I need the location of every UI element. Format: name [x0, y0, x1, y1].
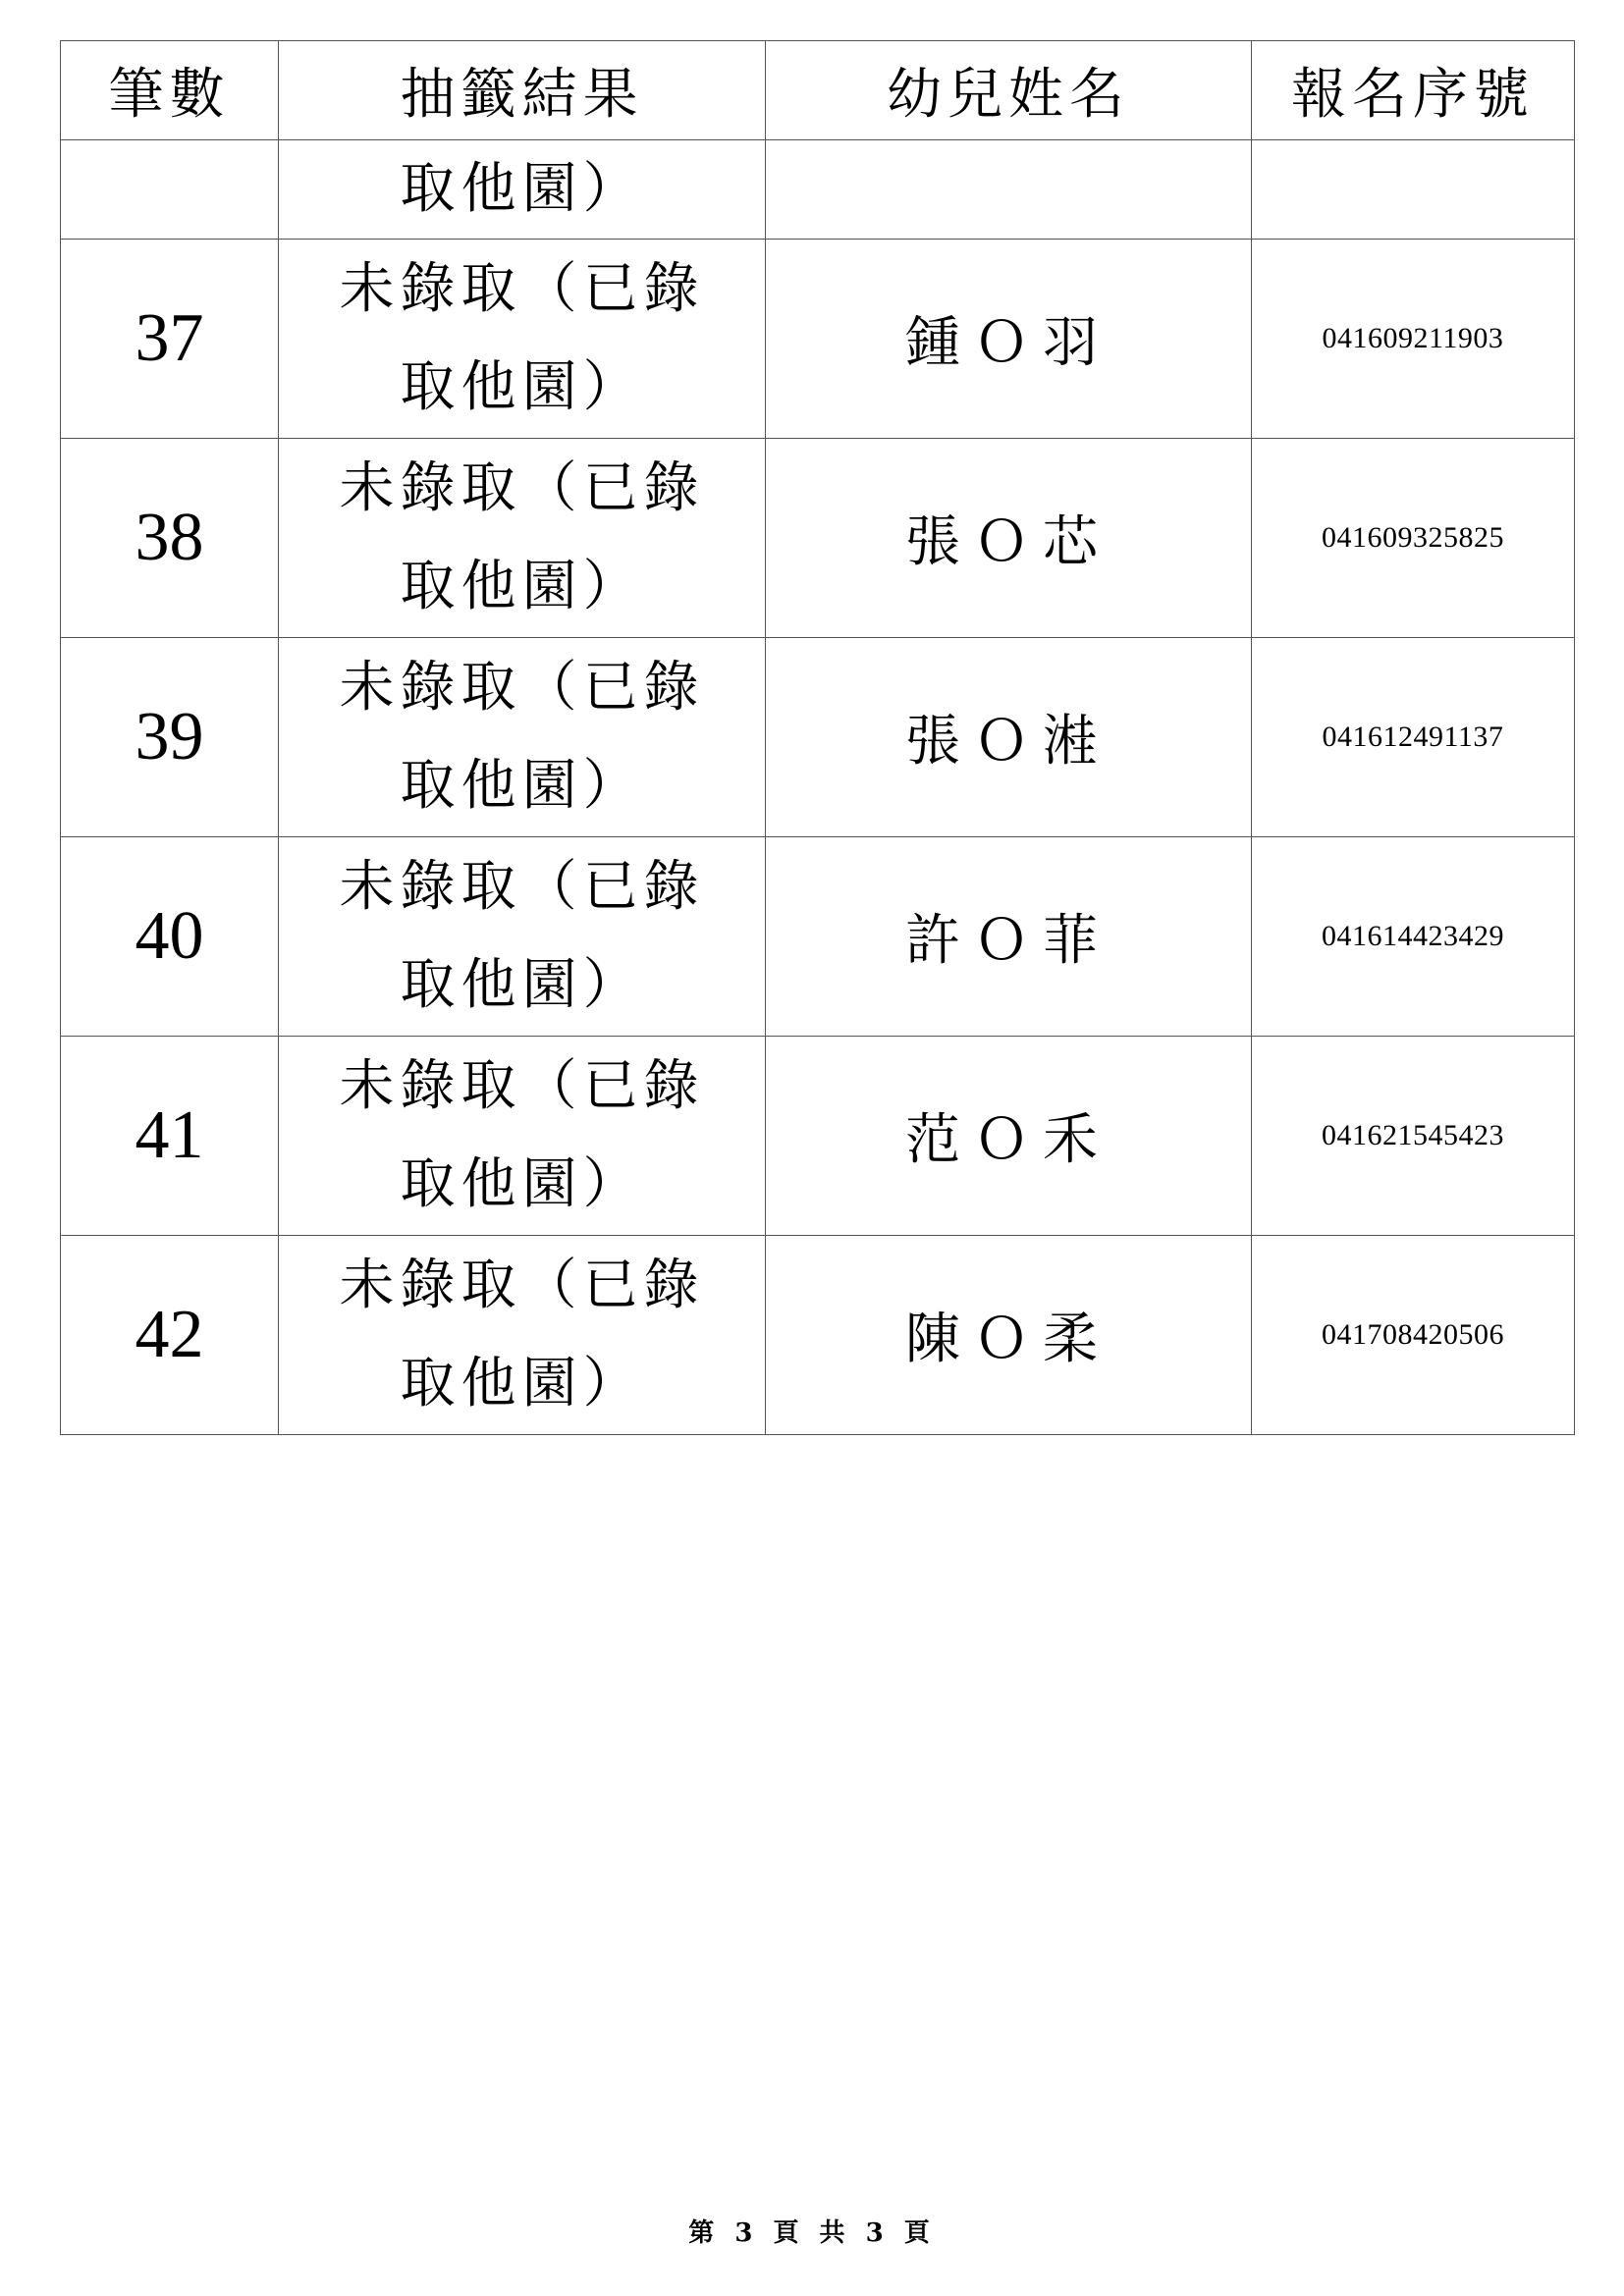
child-name: 許Ｏ菲 [905, 909, 1111, 973]
cell-registration-no [1252, 1236, 1575, 1435]
cell-number [61, 837, 279, 1037]
table-row-continued [61, 140, 1575, 240]
result-text [279, 240, 765, 437]
result-line-2: 取他園） [400, 1152, 644, 1216]
document-sheet [60, 40, 1574, 1435]
result-text [279, 838, 765, 1035]
cell-child-name [766, 1236, 1252, 1435]
registration-no: 041614423429 [1322, 920, 1504, 952]
cell-child-name [766, 837, 1252, 1037]
result-text [279, 1038, 765, 1234]
table-row [61, 439, 1575, 638]
header-number: 筆數 [61, 41, 279, 140]
header-registration-no: 報名序號 [1252, 41, 1575, 140]
cell-number [61, 638, 279, 837]
row-number: 42 [135, 1297, 204, 1372]
child-name: 陳Ｏ柔 [905, 1308, 1111, 1371]
child-name: 張Ｏ芯 [905, 510, 1111, 574]
cell-result [279, 837, 766, 1037]
table-row [61, 1236, 1575, 1435]
registration-no: 041621545423 [1322, 1119, 1504, 1151]
cell-child-name [766, 140, 1252, 240]
row-number: 37 [135, 300, 204, 376]
cell-registration-no [1252, 638, 1575, 837]
registration-no: 041612491137 [1322, 721, 1504, 753]
cell-result [279, 638, 766, 837]
registration-no: 041609325825 [1322, 521, 1504, 554]
cell-registration-no [1252, 140, 1575, 240]
child-name: 范Ｏ禾 [905, 1108, 1111, 1172]
cell-number [61, 1037, 279, 1236]
cell-child-name [766, 439, 1252, 638]
cell-child-name [766, 638, 1252, 837]
row-number: 40 [135, 898, 204, 974]
cell-result [279, 439, 766, 638]
result-line-1: 未錄取（已錄 [339, 1054, 705, 1118]
registration-no: 041708420506 [1322, 1318, 1504, 1351]
table-row [61, 240, 1575, 439]
result-text [279, 440, 765, 636]
result-line-1: 未錄取（已錄 [339, 1254, 705, 1317]
child-name: 張Ｏ溎 [905, 710, 1111, 774]
cell-registration-no [1252, 1037, 1575, 1236]
header-child-name: 幼兒姓名 [766, 41, 1252, 140]
cell-number [61, 240, 279, 439]
result-line-1: 未錄取（已錄 [339, 855, 705, 919]
result-line-2: 取他園） [400, 355, 644, 419]
row-number: 38 [135, 500, 204, 575]
cell-number [61, 1236, 279, 1435]
cell-result [279, 140, 766, 240]
cell-child-name [766, 1037, 1252, 1236]
table-row [61, 638, 1575, 837]
result-line-2: 取他園） [400, 1352, 644, 1415]
result-text [279, 639, 765, 835]
row-number: 41 [135, 1097, 204, 1173]
cell-result [279, 1037, 766, 1236]
cell-result [279, 240, 766, 439]
cell-registration-no [1252, 837, 1575, 1037]
result-line-2: 取他園） [400, 953, 644, 1017]
result-line-2: 取他園） [400, 555, 644, 618]
header-result: 抽籤結果 [279, 41, 766, 140]
result-line-1: 未錄取（已錄 [339, 656, 705, 720]
cell-result [279, 1236, 766, 1435]
lottery-results-table [60, 40, 1575, 1435]
result-line-1: 未錄取（已錄 [339, 257, 705, 321]
table-row [61, 1037, 1575, 1236]
table-header-row [61, 41, 1575, 140]
page-footer: 第 3 頁 共 3 頁 [688, 2218, 936, 2248]
cell-registration-no [1252, 240, 1575, 439]
row-number: 39 [135, 699, 204, 774]
table-row [61, 837, 1575, 1037]
cell-number [61, 140, 279, 240]
registration-no: 041609211903 [1322, 322, 1504, 354]
cell-registration-no [1252, 439, 1575, 638]
child-name: 鍾Ｏ羽 [905, 311, 1111, 375]
cell-child-name [766, 240, 1252, 439]
cell-number [61, 439, 279, 638]
result-text-continued: 取他園） [400, 157, 644, 221]
result-text [279, 1237, 765, 1433]
result-line-2: 取他園） [400, 754, 644, 818]
result-line-1: 未錄取（已錄 [339, 456, 705, 520]
